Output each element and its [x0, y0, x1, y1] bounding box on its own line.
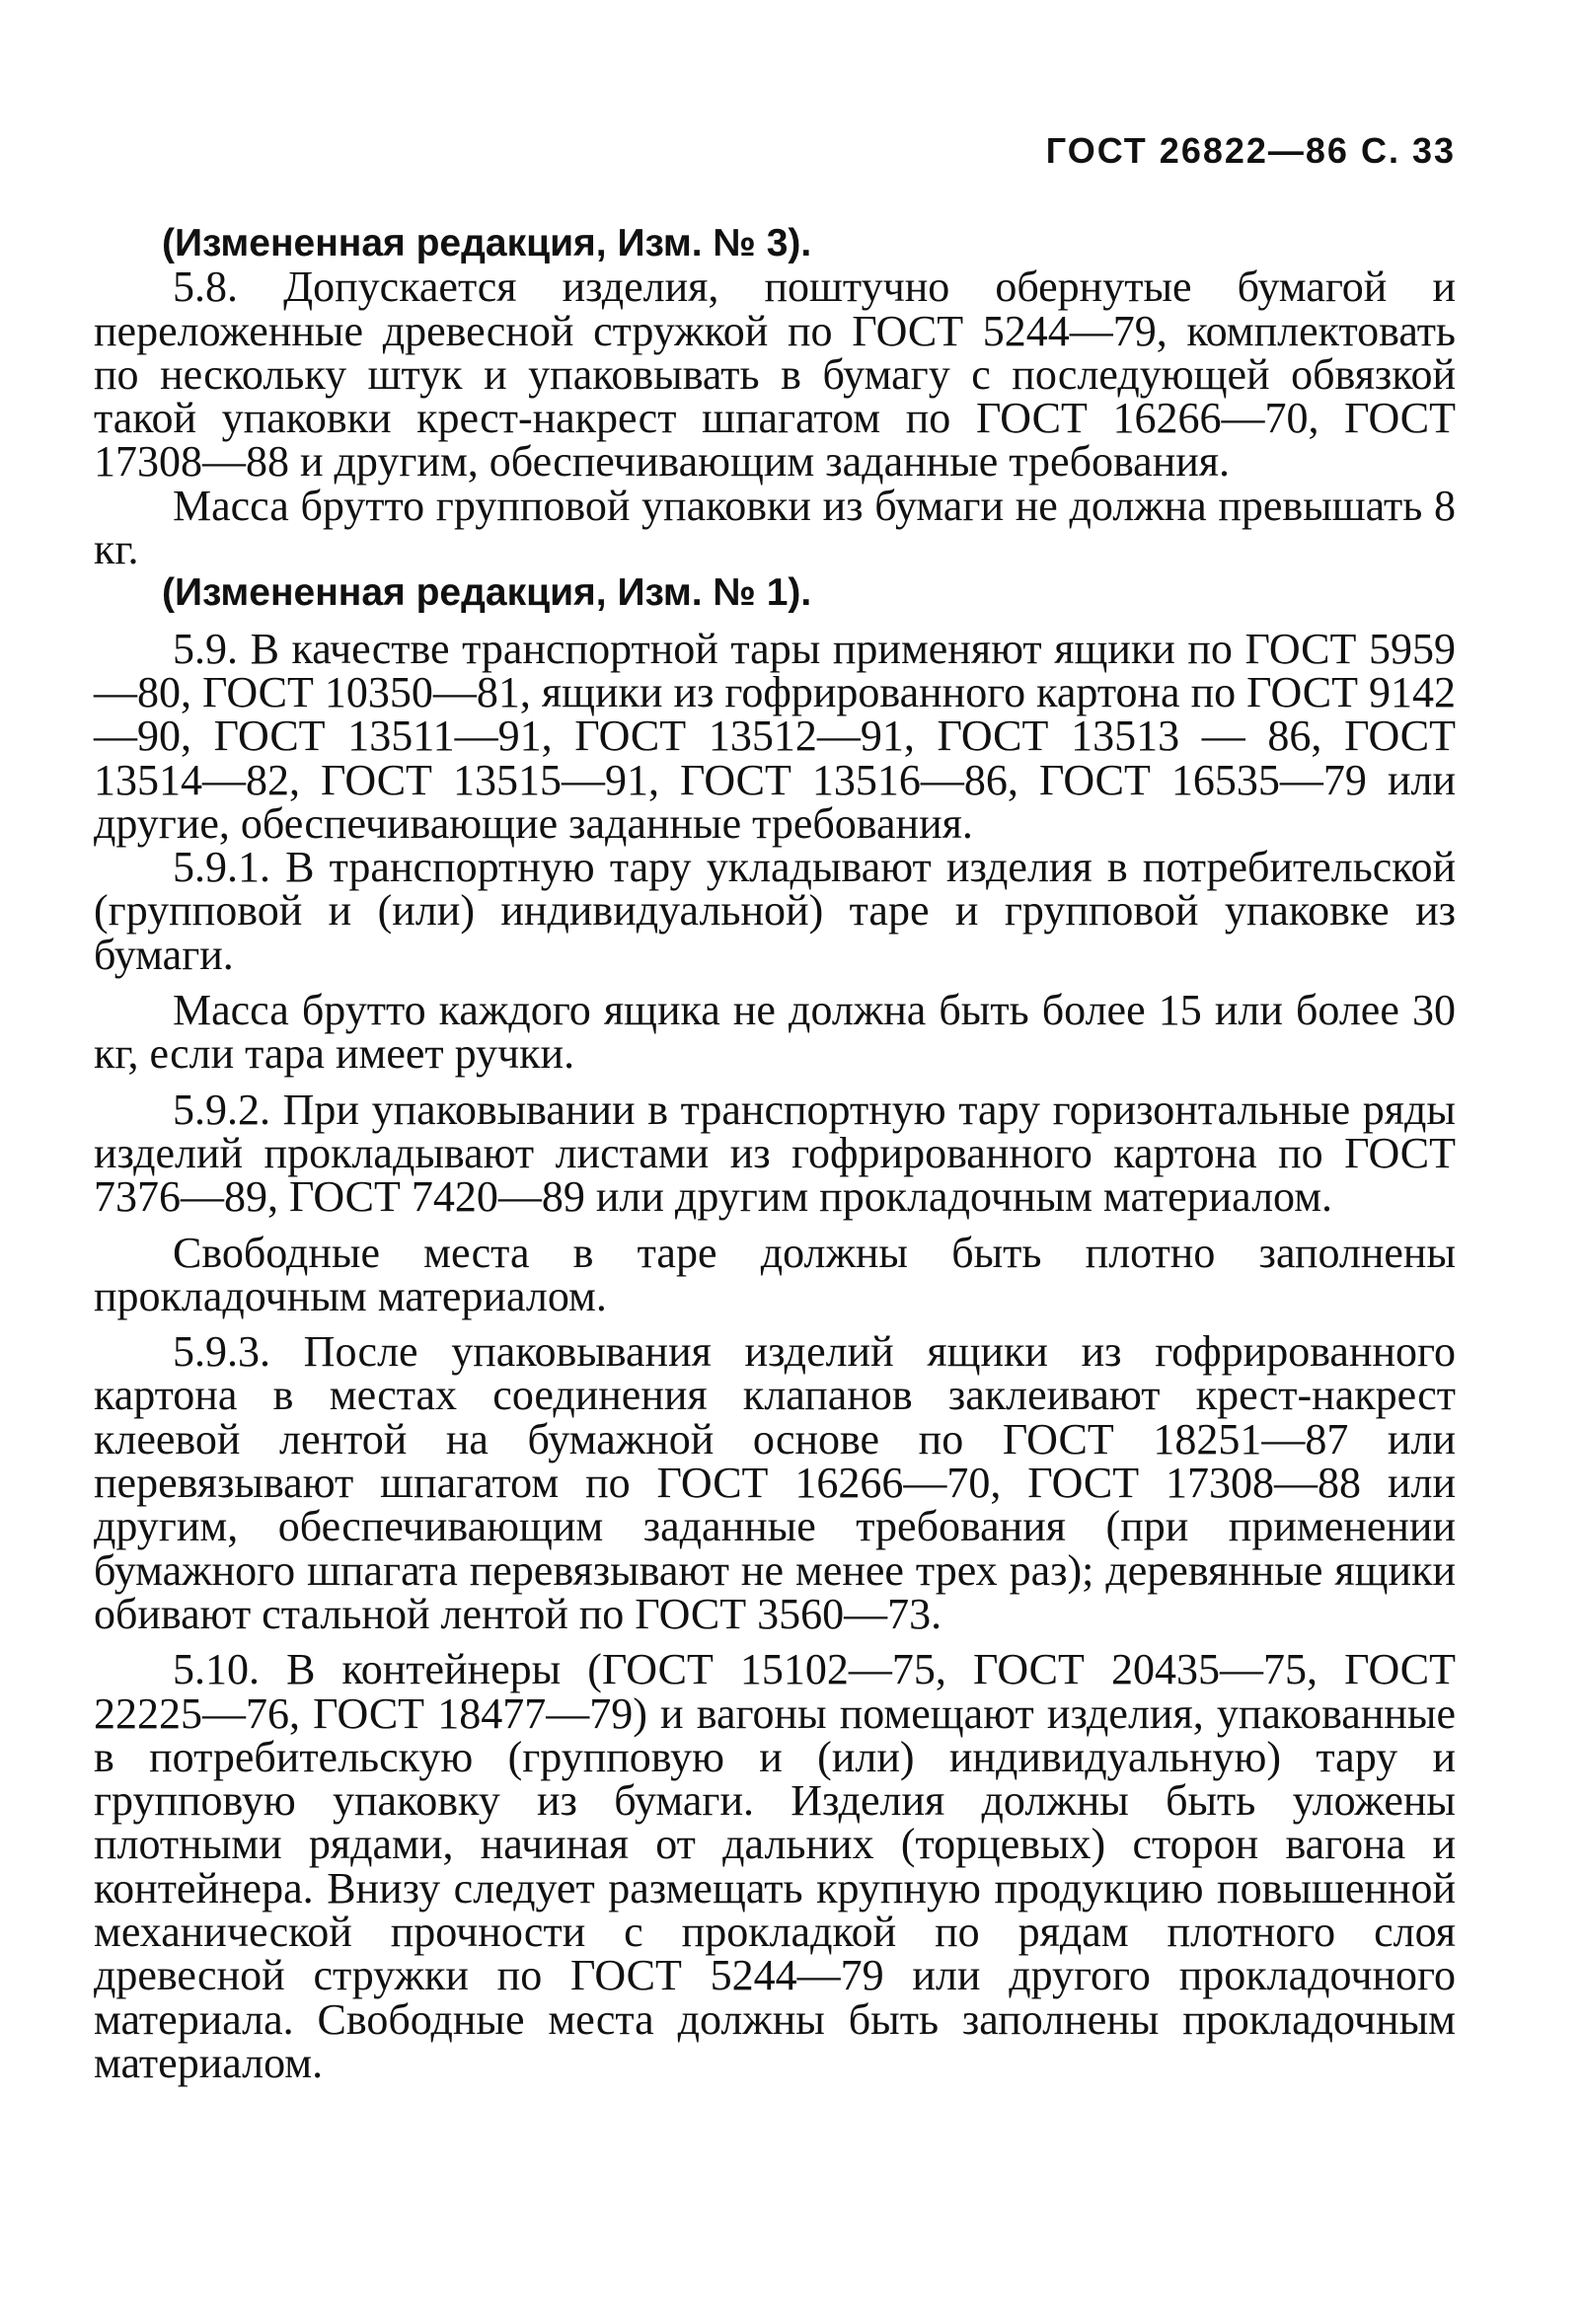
clause-5-8: 5.8. Допускается изделия, поштучно обернутые бумагой и переложенные древесной стружкой по ГОСТ 5244—79, комплектовать по нескольку штук и упаковывать в бумагу с последующей обвязкой такой упаковки крест-накрест шпагатом по ГОСТ 16266—70, ГОСТ 17308—88 и другим, обеспечивающим заданные требования.	[94, 262, 1456, 487]
clause-5-10: 5.10. В контейнеры (ГОСТ 15102—75, ГОСТ 20435—75, ГОСТ 22225—76, ГОСТ 18477—79) и вагоны помещают изделия, упакованные в потребительскую (групповую и (или) индивидуальную) тару и групповую упаковку из бумаги. Изделия должны быть уложены плотными рядами, начиная от дальних (торцевых) сторон вагона и контейнера. Внизу следует размещать крупную продукцию повышенной механической прочности с прокладкой по рядам плотного слоя древесной стружки по ГОСТ 5244—79 или другого прокладочного материала. Свободные места должны быть заполнены прокладочным материалом.	[94, 1645, 1456, 2087]
running-header: ГОСТ 26822—86 С. 33	[1045, 130, 1456, 171]
clause-5-9-1-mass: Масса брутто каждого ящика не должна быть более 15 или более 30 кг, если тара имеет ручки.	[94, 986, 1456, 1079]
clause-5-9-2-free-space: Свободные места в таре должны быть плотно заполнены прокладочным материалом.	[94, 1228, 1456, 1320]
clause-5-9: 5.9. В качестве транспортной тары применяют ящики по ГОСТ 5959—80, ГОСТ 10350—81, ящики из гофрированного картона по ГОСТ 9142—90, ГОСТ 13511—91, ГОСТ 13512—91, ГОСТ 13513 — 86, ГОСТ 13514—82, ГОСТ 13515—91, ГОСТ 13516—86, ГОСТ 16535—79 или другие, обеспечивающие заданные требования.	[94, 624, 1456, 848]
amendment-note-3: (Измененная редакция, Изм. № 3).	[162, 222, 812, 264]
clause-5-9-3: 5.9.3. После упаковывания изделий ящики из гофрированного картона в местах соединения клапанов заклеивают крест-накрест клеевой лентой на бумажной основе по ГОСТ 18251—87 или перевязывают шпагатом по ГОСТ 16266—70, ГОСТ 17308—88 или другим, обеспечивающим заданные требования (при применении бумажного шпагата перевязывают не менее трех раз); деревянные ящики обивают стальной лентой по ГОСТ 3560—73.	[94, 1327, 1456, 1638]
amendment-note-1: (Измененная редакция, Изм. № 1).	[162, 571, 812, 615]
clause-5-9-1: 5.9.1. В транспортную тару укладывают изделия в потребительской (групповой и (или) индивидуальной) таре и групповой упаковке из бумаги.	[94, 843, 1456, 979]
document-body	[94, 222, 1456, 2085]
clause-5-9-2: 5.9.2. При упаковывании в транспортную тару горизонтальные ряды изделий прокладывают листами из гофрированного картона по ГОСТ 7376—89, ГОСТ 7420—89 или другим прокладочным материалом.	[94, 1085, 1456, 1222]
clause-5-8-mass: Масса брутто групповой упаковки из бумаги не должна превышать 8 кг.	[94, 481, 1456, 574]
